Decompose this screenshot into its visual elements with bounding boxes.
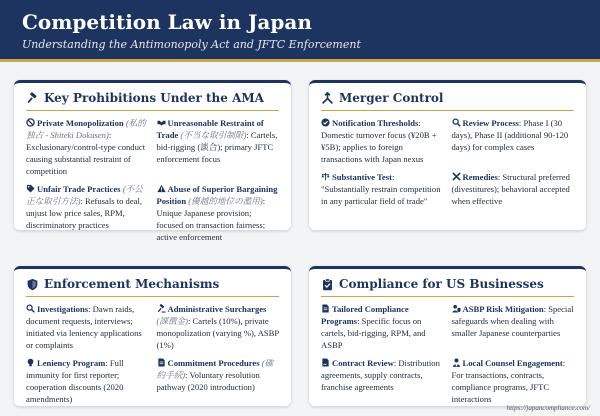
list-item: Local Counsel Engagement: For transactions, contracts, compliance programs, JFTC interactions <box>451 358 566 404</box>
ban-icon <box>26 118 35 127</box>
compliance-title: Compliance for US Businesses <box>321 277 574 297</box>
list-item: Private Monopolization (私的独占 - Shiteki Dokusen): Exclusionary/control-type conduct causing substantial restraint of competition <box>26 118 146 176</box>
list-item: Investigations: Dawn raids, document requests, interviews; initiated via leniency applications or complaints <box>26 304 142 350</box>
handshake-icon <box>157 118 166 127</box>
merger-card <box>309 80 586 230</box>
list-item: Remedies: Structural preferred (divestitures); behavioral accepted when effective <box>451 172 570 206</box>
tag-icon <box>26 184 35 193</box>
list-item: Unreasonable Restraint of Trade (不当な取引制限): Cartels, bid-rigging (談合); primary JFTC enforcement focus <box>156 118 278 164</box>
search-icon <box>452 118 461 127</box>
shield-icon <box>26 278 39 291</box>
tools-icon <box>452 172 461 181</box>
list-item: Unfair Trade Practices (不公正な取引方法): Refusals to deal, unjust low price sales, RPM, discriminatory practices <box>26 184 143 230</box>
list-item: Leniency Program: Full immunity for first reporter; cooperation discounts (2020 amendments) <box>26 358 124 404</box>
clipboard-check-icon <box>321 278 334 291</box>
footer-url: https://japancompliance.com/ <box>506 404 590 412</box>
page-subtitle: Understanding the Antimonopoly Act and JFTC Enforcement <box>22 38 361 51</box>
enforcement-card <box>14 266 291 406</box>
warning-icon <box>157 184 166 193</box>
list-item: Administrative Surcharges (課徴金): Cartels (10%), private monopolization (varying %), ASBP (1%) <box>156 304 279 350</box>
list-item: Review Process: Phase I (30 days), Phase II (additional 90-120 days) for complex cases <box>451 118 569 152</box>
file-contract-icon <box>157 358 166 367</box>
list-item: Contract Review: Distribution agreements, supply contracts, franchise agreements <box>321 358 440 392</box>
list-item: Tailored Compliance Programs: Specific focus on cartels, bid-rigging, RPM, and ASBP <box>321 304 426 350</box>
list-item: Abuse of Superior Bargaining Position (優越的地位の濫用): Unique Japanese provision; focused on transaction fairness; active enforcement <box>156 184 278 242</box>
user-shield-icon <box>452 304 461 313</box>
merger-title: Merger Control <box>321 91 574 111</box>
gavel-icon <box>157 304 166 313</box>
balance-icon <box>321 172 330 181</box>
list-item: ASBP Risk Mitigation: Special safeguards when dealing with smaller Japanese counterparties <box>451 304 574 338</box>
search-icon <box>26 304 35 313</box>
page-title: Competition Law in Japan <box>22 10 312 34</box>
gavel-icon <box>26 92 39 105</box>
user-tie-icon <box>452 358 461 367</box>
lightbulb-icon <box>26 358 35 367</box>
check-circle-icon <box>321 118 330 127</box>
prohibitions-card <box>14 80 291 242</box>
merge-arrows-icon <box>321 92 334 105</box>
list-item: Substantive Test: "Substantially restrain competition in any particular field of trade" <box>321 172 441 206</box>
compliance-card <box>309 266 586 406</box>
enforcement-title: Enforcement Mechanisms <box>26 277 279 297</box>
page-header <box>0 0 600 62</box>
prohibitions-title: Key Prohibitions Under the AMA <box>26 91 279 111</box>
list-item: Commitment Procedures (確約手続): Voluntary resolution pathway (2020 introduction) <box>156 358 274 392</box>
list-item: Notification Thresholds: Domestic turnover focus (¥20B + ¥5B); applies to foreign transactions with Japan nexus <box>321 118 437 164</box>
document-icon <box>321 304 330 313</box>
file-signature-icon <box>321 358 330 367</box>
